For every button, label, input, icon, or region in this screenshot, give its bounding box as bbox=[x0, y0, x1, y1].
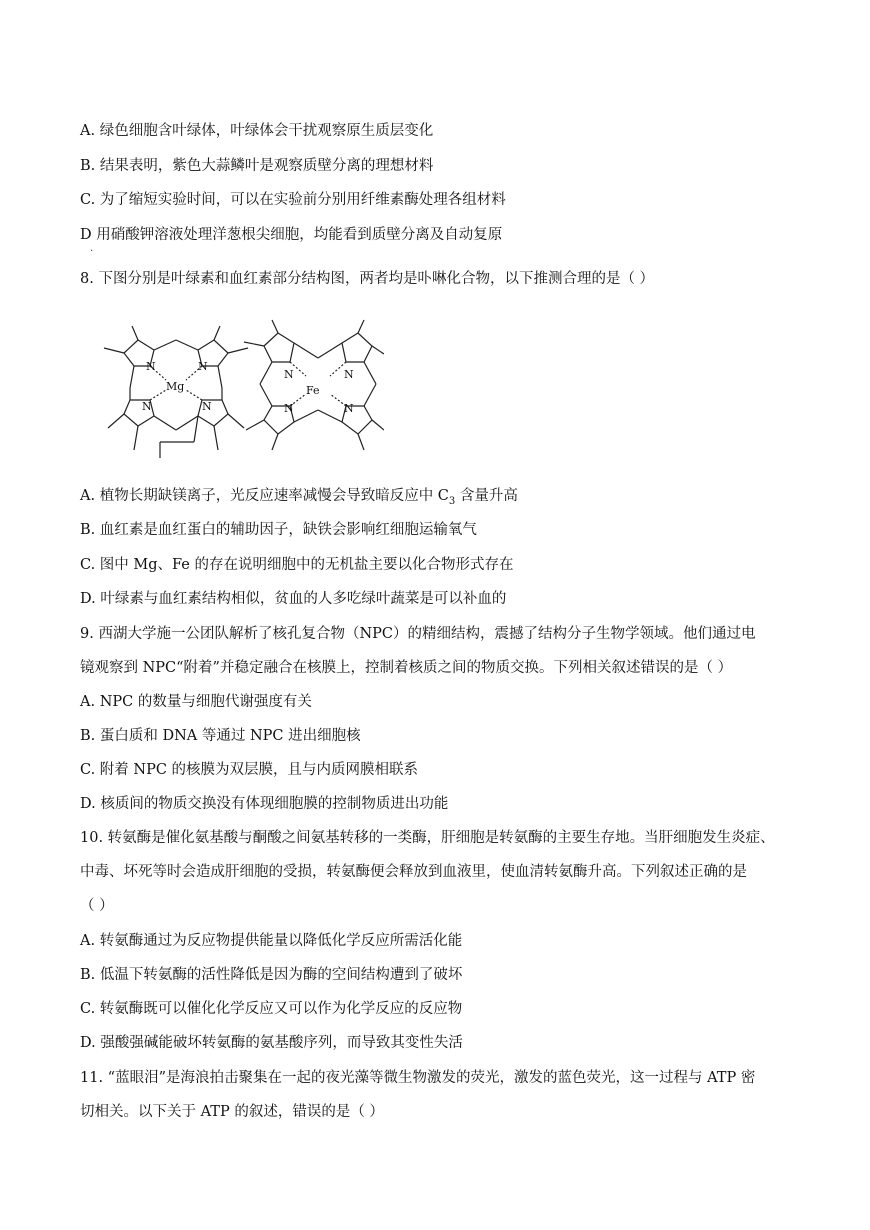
option-10c: C. 转氨酶既可以催化化学反应又可以作为化学反应的反应物 bbox=[80, 1001, 463, 1017]
n-label: N bbox=[202, 400, 212, 413]
option-8d: D. 叶绿素与血红素结构相似，贫血的人多吃绿叶蔬菜是可以补血的 bbox=[80, 591, 507, 607]
question-9-stem: 9. 西湖大学施一公团队解析了核孔复合物（NPC）的精细结构，震撼了结构分子生物学领域。他们通过电 bbox=[80, 626, 756, 642]
option-10a: A. 转氨酶通过为反应物提供能量以降低化学反应所需活化能 bbox=[80, 933, 463, 949]
stray-mark: . bbox=[90, 243, 94, 254]
option-10b: B. 低温下转氨酶的活性降低是因为酶的空间结构遭到了破坏 bbox=[80, 967, 463, 983]
option-8a-text: A. 植物长期缺镁离子，光反应速率减慢会导致暗反应中 C bbox=[80, 488, 449, 504]
mg-label: Mg bbox=[166, 380, 185, 393]
question-10-stem-cont: 中毒、坏死等时会造成肝细胞的受损，转氨酶便会释放到血液里，使血清转氨酶升高。下列叙述正确的是 bbox=[80, 864, 747, 880]
n-label: N bbox=[344, 368, 354, 381]
option-8a-text-end: 含量升高 bbox=[455, 488, 518, 504]
option-9a: A. NPC 的数量与细胞代谢强度有关 bbox=[80, 694, 312, 710]
n-label: N bbox=[146, 360, 156, 373]
option-8c: C. 图中 Mg、Fe 的存在说明细胞中的无机盐主要以化合物形式存在 bbox=[80, 557, 514, 573]
option-8a bbox=[80, 486, 518, 512]
question-8-stem: 8. 下图分别是叶绿素和血红素部分结构图，两者均是卟啉化合物，以下推测合理的是（ ） bbox=[80, 271, 655, 287]
option-8b: B. 血红素是血红蛋白的辅助因子，缺铁会影响红细胞运输氧气 bbox=[80, 522, 477, 538]
porphyrin-figure bbox=[94, 318, 384, 468]
option-7a: A. 绿色细胞含叶绿体，叶绿体会干扰观察原生质层变化 bbox=[80, 123, 434, 139]
option-10d: D. 强酸强碱能破坏转氨酶的氨基酸序列，而导致其变性失活 bbox=[80, 1035, 463, 1051]
option-7c: C. 为了缩短实验时间，可以在实验前分别用纤维素酶处理各组材料 bbox=[80, 192, 506, 208]
option-9b: B. 蛋白质和 DNA 等通过 NPC 进出细胞核 bbox=[80, 728, 361, 744]
n-label: N bbox=[284, 402, 294, 415]
n-label: N bbox=[284, 368, 294, 381]
n-label: N bbox=[142, 400, 152, 413]
option-9d: D. 核质间的物质交换没有体现细胞膜的控制物质进出功能 bbox=[80, 796, 449, 812]
option-8a-subscript: 3 bbox=[448, 495, 456, 507]
question-11-stem: 11. “蓝眼泪”是海浪拍击聚集在一起的夜光藻等微生物激发的荧光，激发的蓝色荧光，这一过程与 ATP 密 bbox=[80, 1070, 756, 1086]
n-label: N bbox=[198, 360, 208, 373]
question-10-stem-brackets: （ ） bbox=[80, 898, 114, 914]
fe-label: Fe bbox=[306, 384, 320, 397]
option-9c: C. 附着 NPC 的核膜为双层膜，且与内质网膜相联系 bbox=[80, 762, 419, 778]
question-11-stem-cont: 切相关。以下关于 ATP 的叙述，错误的是（ ） bbox=[80, 1104, 384, 1120]
question-9-stem-cont: 镜观察到 NPC“附着”并稳定融合在核膜上，控制着核质之间的物质交换。下列相关叙述错误的是（ ） bbox=[80, 660, 733, 676]
n-label: N bbox=[344, 402, 354, 415]
option-7d: D 用硝酸钾溶液处理洋葱根尖细胞，均能看到质壁分离及自动复原 bbox=[80, 227, 503, 243]
question-10-stem: 10. 转氨酶是催化氨基酸与酮酸之间氨基转移的一类酶，肝细胞是转氨酶的主要生存地。当肝细胞发生炎症、 bbox=[80, 830, 775, 846]
option-7b: B. 结果表明，紫色大蒜鳞叶是观察质壁分离的理想材料 bbox=[80, 158, 434, 174]
